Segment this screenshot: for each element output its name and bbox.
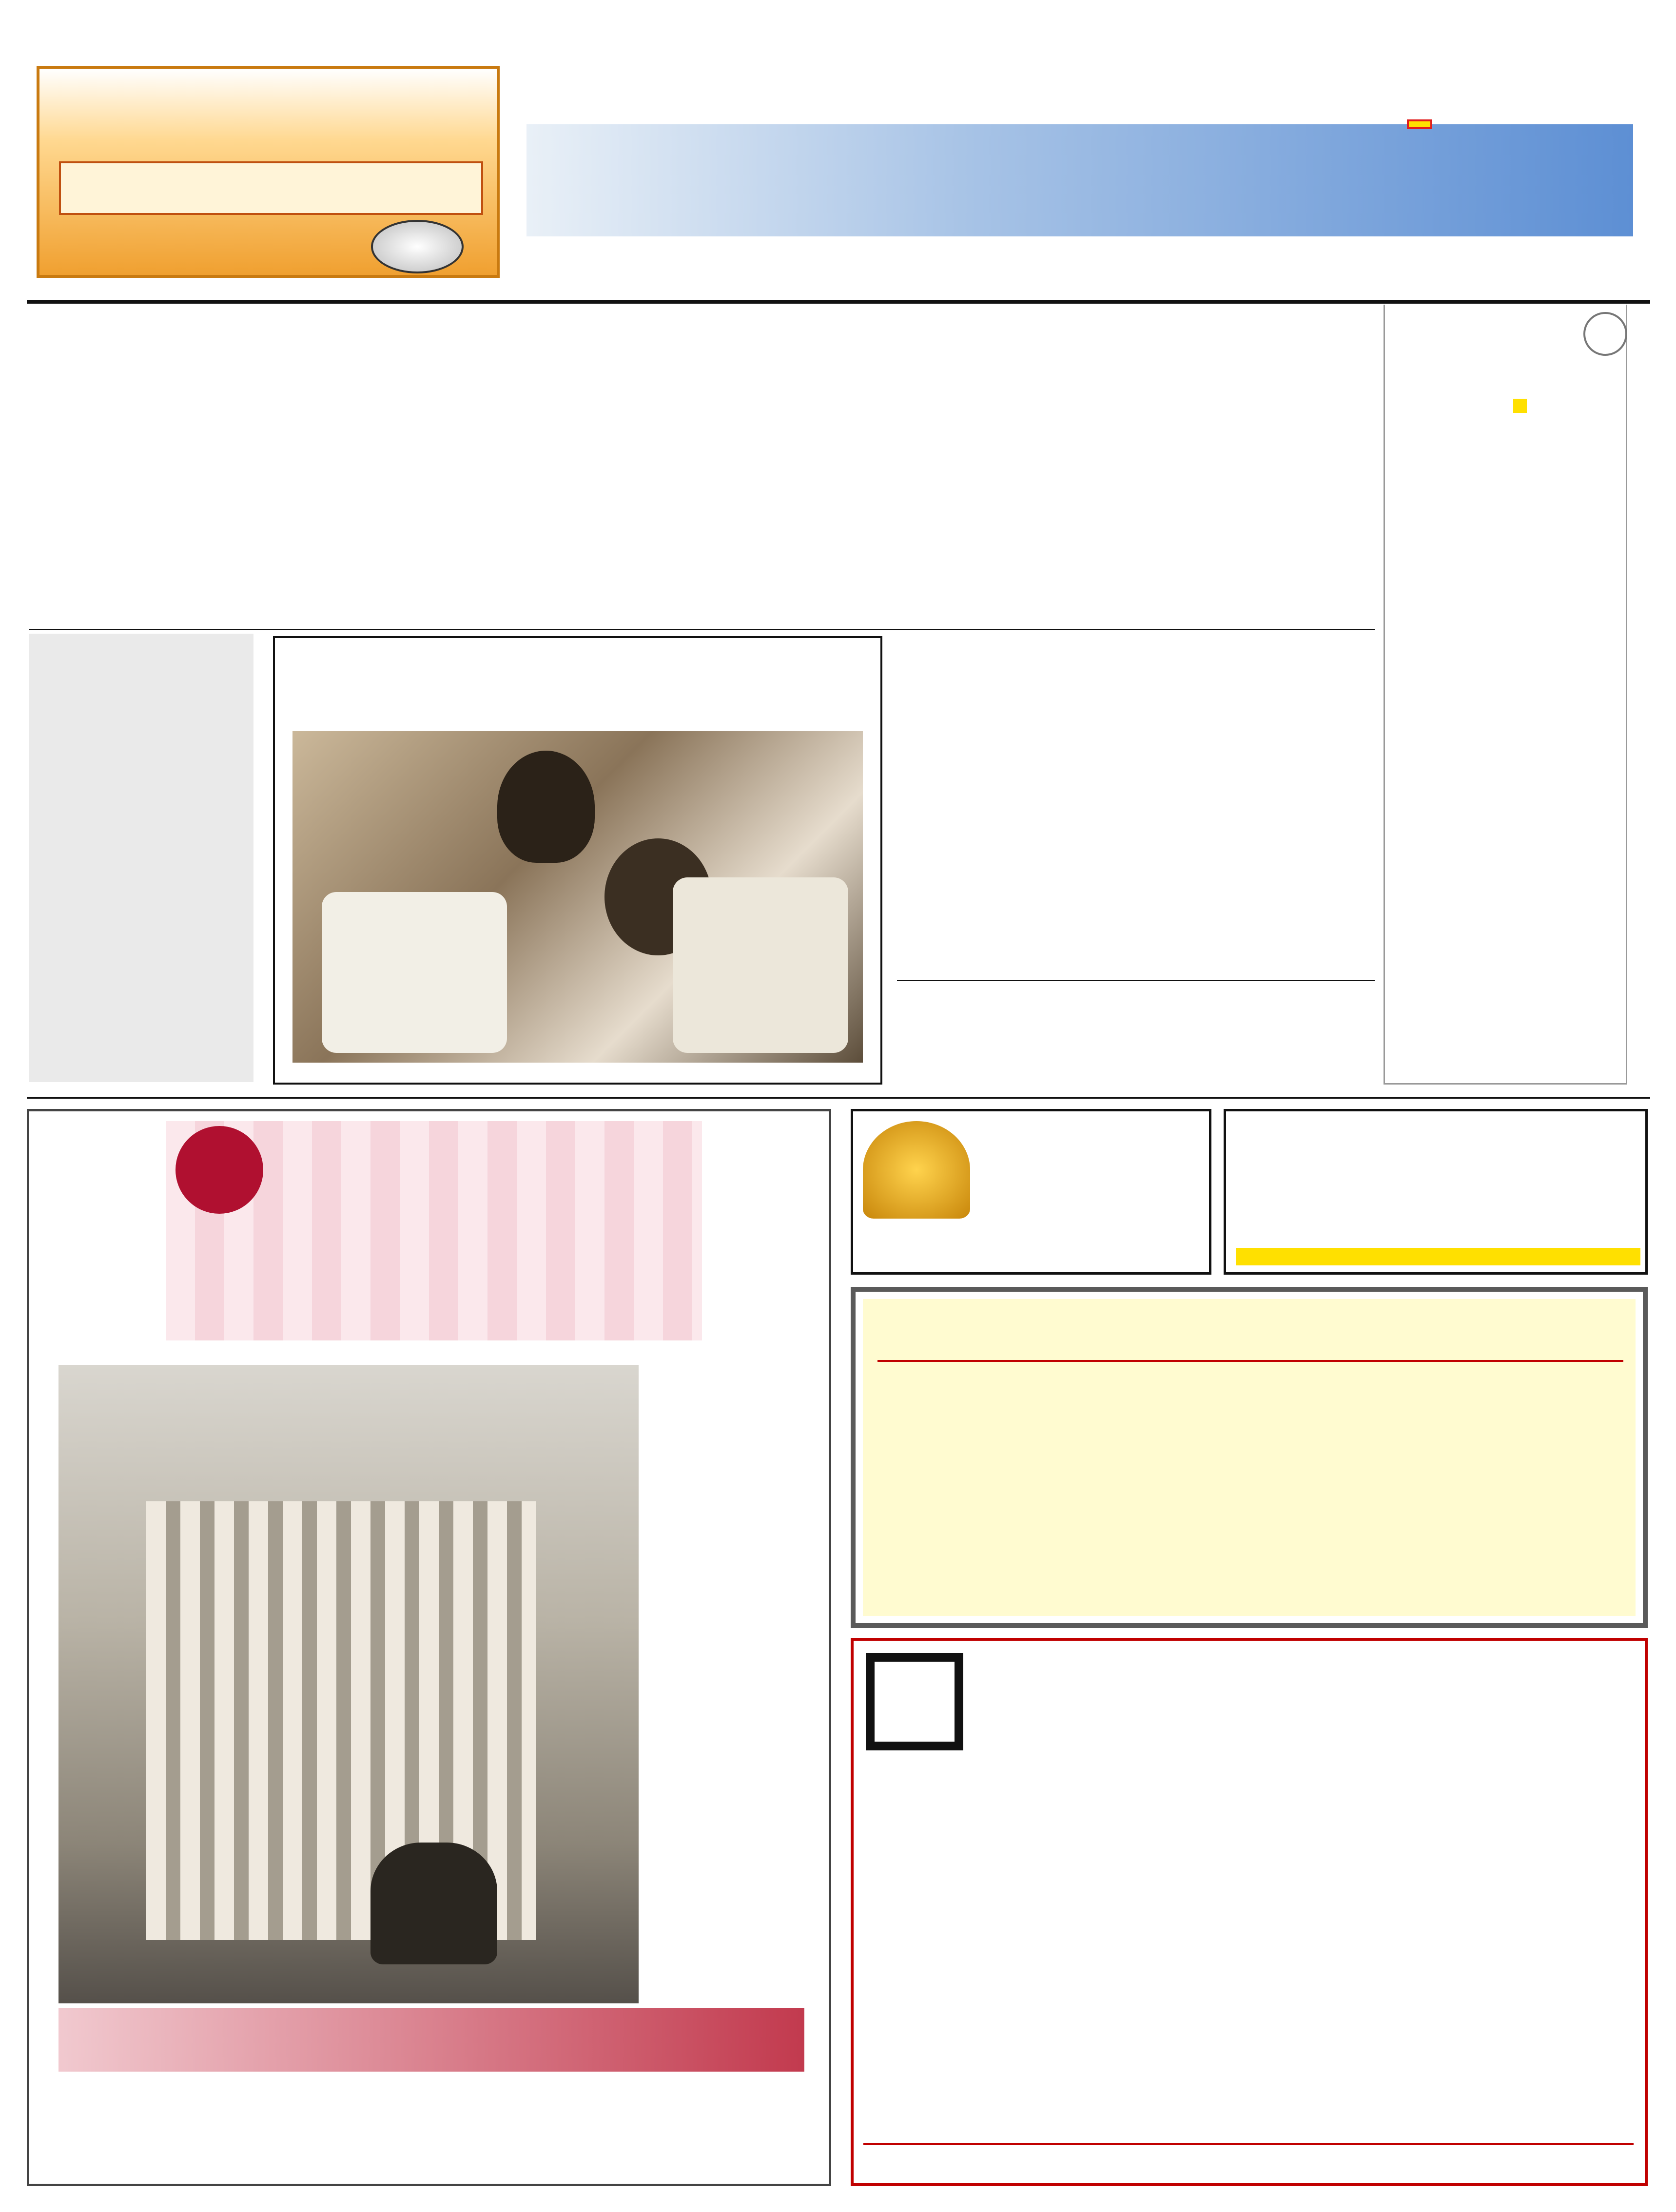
story-divider — [897, 980, 1375, 981]
parsian-logo-icon — [863, 1121, 970, 1219]
tender-background — [863, 1299, 1636, 1616]
inside-pages-index — [29, 634, 253, 1082]
khatami-ahmadinejad-photo — [292, 731, 863, 1063]
editorial-frame — [1384, 305, 1627, 1085]
armchair-shape — [673, 877, 848, 1053]
editorial-author — [1513, 399, 1527, 413]
mouse-icon — [371, 220, 464, 273]
ads-divider — [27, 1097, 1650, 1099]
bank-melli-slogan — [58, 2008, 804, 2072]
website-banner-ad[interactable] — [37, 66, 500, 278]
banner-name — [59, 161, 483, 215]
bank-melli-emblem-icon — [175, 1126, 263, 1214]
expo-footer-rule — [863, 2143, 1634, 2145]
tender-title-rule — [877, 1360, 1623, 1362]
masthead-divider — [27, 300, 1650, 304]
armchair-shape — [322, 892, 507, 1053]
tender-ad[interactable] — [851, 1287, 1648, 1628]
condolence-footer-bar — [1236, 1248, 1640, 1265]
mashhad-expo-ad[interactable] — [851, 1638, 1648, 2186]
parsian-bank-ad[interactable] — [851, 1109, 1211, 1275]
globe-icon — [1583, 312, 1627, 356]
bank-melli-ad[interactable] — [27, 1109, 831, 2186]
expo-logo-icon — [866, 1653, 963, 1750]
masthead-band — [526, 124, 1633, 236]
lion-statue-shape — [370, 1843, 497, 1964]
editorial-byline — [1413, 400, 1627, 412]
lead-divider — [29, 629, 1375, 630]
person-silhouette — [497, 751, 595, 863]
bank-building-photo — [58, 1365, 639, 2003]
masthead-subtitle — [1407, 119, 1432, 129]
condolence-ad[interactable] — [1224, 1109, 1648, 1275]
